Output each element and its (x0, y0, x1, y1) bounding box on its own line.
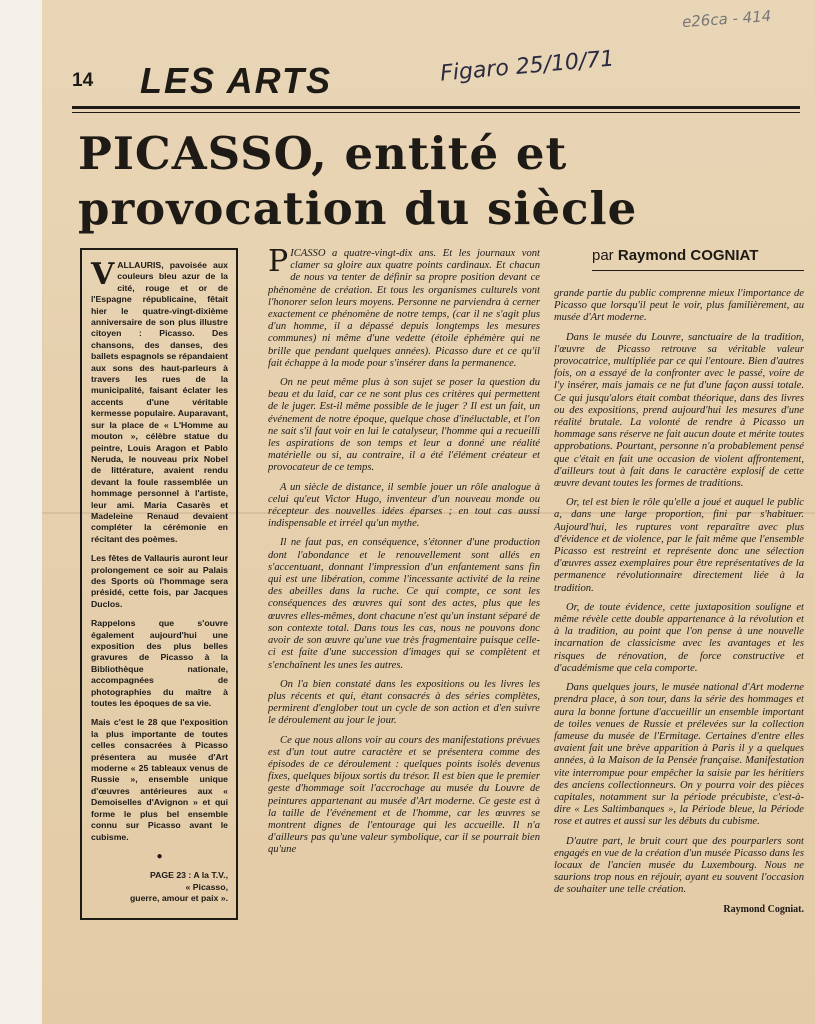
bullet-separator: ● (156, 850, 163, 862)
sidebar-paragraph-text: ALLAURIS, pavoisée aux couleurs bleu azur de la cité, rouge et or de l'Espagne républicaine, fêtait hier le quatre-vingt-dixième anniversaire de son plus illustre citoyen : Picasso. Des chansons, des danses, des ballets espagnols se répandaient aux sons des haut-parleurs à travers les rues de la municipalité, faisant éclater les accents d'une véritable kermesse populaire. Auparavant, sur la place de « L'Homme au mouton », célèbre statue du peintre, Louis Aragon et Pablo Neruda, le nouveau prix Nobel de littérature, avaient rendu devant la foule rassemblée un hommage personnel à l'artiste, leur ami. Maria Casarès et Madeleine Renaud devaient compléter la cérémonie en récitant des poèmes. (91, 260, 228, 544)
newspaper-clipping (42, 0, 815, 1024)
article-paragraph: Or, tel est bien le rôle qu'elle a joué et auquel le public a, dans une large proportion, fini par s'habituer. Aujourd'hui, les ruptures vont reparaître avec plus d'évidence et de violence, par le fait même que l'ensemble Picasso est restreint et représente donc une sélection d'œuvres assez exemplaires pour être représentatives de la permanence révolutionnaire directement liée à la tradition. (554, 497, 804, 594)
handwritten-reference: e26ca - 414 (681, 6, 772, 32)
article-headline (78, 126, 808, 236)
handwritten-source-note: Figaro 25/10/71 (439, 46, 616, 87)
article-dropcap: P (268, 248, 289, 279)
header-rule-thin (72, 112, 800, 113)
sidebar-paragraph: Les fêtes de Vallauris auront leur prolongement ce soir au Palais des Sports où l'hommage sera présidé, cette fois, par Jacques Duclos. (91, 553, 228, 609)
sidebar-box (80, 248, 238, 920)
page-number: 14 (72, 70, 94, 91)
header-rule-thick (72, 106, 800, 109)
byline-prefix: par (592, 247, 614, 264)
article-paragraph: Il ne faut pas, en conséquence, s'étonner d'une production dont l'abondance et le renouvellement sont allés en s'accentuant, donnant l'impression d'un enfantement sans fin qui est une libération, comme l'incessante activité de la reine des abeilles dans la ruche. Ce qui compte, ce sont les conséquences des œuvres qui sont des actes, plus que les œuvres elles-mêmes, dont chacune n'est qu'un instant séparé de son contexte total. Dans tous les cas, nous ne pouvons donc avoir de son œuvre qu'une vue très fragmentaire puisque celle-ci est faite d'une succession d'images qui se complètent et s'enchaînent les unes les autres. (268, 537, 540, 671)
article-column-middle (268, 248, 540, 1024)
byline (592, 247, 758, 264)
headline-line-1: PICASSO, entité et (78, 127, 568, 180)
article-paragraph: Or, de toute évidence, cette juxtaposition souligne et même révèle cette double appartenance à la révolution et à la tradition, au point que l'on pense à une nouvelle incarnation de classicisme avec les avantages et les risques de rénovation, de force constructive et d'académisme que cela comporte. (554, 601, 804, 674)
tv-note-line-1: PAGE 23 : A la T.V., (149, 870, 228, 881)
article-paragraph: D'autre part, le bruit court que des pourparlers sont engagés en vue de la création d'un musée Picasso dans les locaux de l'ancien musée du Luxembourg. Nous ne saurions trop nous en réjouir, ayant eu souvent l'occasion de souhaiter une telle création. (554, 835, 804, 896)
article-paragraph (268, 248, 540, 370)
article-paragraph: Dans quelques jours, le musée national d'Art moderne prendra place, à son tour, dans la série des hommages et aura la bonne fortune d'accueillir un ensemble important de toiles venues de Russie et prélevées sur la collection fameuse du musée de l'Ermitage. Certaines d'entre elles avaient fait une brève apparition à Paris il y a quelques années, à la Maison de la Pensée française. Manifestation vite interrompue pour empêcher la saisie par les héritiers des anciens collectionneurs. On y pourra voir des pièces capitales, notamment sur la période précubiste, c'est-à-dire « Les Saltimbanques », la Période bleue, la Période rose et autres et aussi sur les débuts du cubisme. (554, 682, 804, 828)
article-paragraph: On l'a bien constaté dans les expositions ou les livres les plus récents et qui, étant consacrés à des séries complètes, permirent d'englober tout un cycle de son action et d'en suivre le déroulement au jour le jour. (268, 678, 540, 727)
byline-rule (592, 270, 804, 271)
article-column-right (554, 288, 804, 1024)
sidebar-paragraph: Rappelons que s'ouvre également aujourd'hui une exposition des plus belles gravures de Picasso à la Bibliothèque nationale, accompagnées de photographies du maître à toutes les époques de sa vie. (91, 618, 228, 709)
sidebar-paragraph (91, 257, 228, 545)
article-signature: Raymond Cogniat. (723, 903, 804, 915)
sidebar-dropcap: V (91, 257, 115, 292)
article-paragraph: Dans le musée du Louvre, sanctuaire de la tradition, l'œuvre de Picasso retrouve sa véritable valeur provocatrice, multipliée par ce qui l'entoure. Bien d'autres fois, on a essayé de la confronter avec le passé, voire de l'y insérer, mais jamais ce ne fut d'une façon aussi totale. Ce qui jusqu'alors était combat théorique, dans des livres ou des expositions, prend aujourd'hui les mesures d'une réalité brutale. La volonté de rendre à Picasso un hommage sans réserve ne fait aucun doute et mérite toutes approbations. Pourtant, personne n'a probablement pensé que c'était en fait une occasion de violent affrontement, d'ailleurs tout à fait dans le caractère explosif de cette œuvre devant toutes les formes de traditions. (554, 331, 804, 490)
article-paragraph: grande partie du public comprenne mieux l'importance de Picasso que lorsqu'il peut le voir, plus familièrement, au musée d'Art moderne. (554, 288, 804, 324)
tv-note-line-3: guerre, amour et paix ». (129, 893, 228, 904)
tv-note-line-2: « Picasso, (185, 881, 228, 892)
article-paragraph-text: ICASSO a quatre-vingt-dix ans. Et les journaux vont clamer sa gloire aux quatre points cardinaux. Et chacun de nous va tenter de définir sa propre position devant ce phénomène de création. Et tous les organismes culturels vont l'honorer selon leurs moyens. Personne ne parviendra à cerner exactement ce phénomène de notre temps, (car il ne s'agit plus d'un homme, il a dépassé depuis longtemps les mesures communes) ni même d'une vedette (étoile éphémère qui ne brille que pendant quelques années). Picasso dure et ce qu'il fait échappe à la mode pour s'insérer dans la permanence. (268, 248, 540, 369)
headline-line-2: provocation du siècle (78, 182, 638, 235)
section-title: LES ARTS (140, 60, 333, 101)
article-paragraph: A un siècle de distance, il semble jouer un rôle analogue à celui qu'eut Victor Hugo, inventeur d'un nouveau monde ou récepteur des nouvelles idées éparses ; en tout cas aussi indispensable et irréel qu'un mythe. (268, 481, 540, 530)
article-paragraph: Ce que nous allons voir au cours des manifestations prévues est d'un tout autre caractère et se présentera comme des épisodes de ce déroulement : quelques points isolés devenus fixes, quelques bijoux sortis du trésor. Il est bien que le premier geste d'hommage soit l'accrochage au musée du Louvre de peintures appartenant au musée d'Art moderne. Ce geste est à la taille de l'événement et de l'homme, car les œuvres se montrent dignes de l'entourage qui les accueille. Il n'a d'ailleurs pas qu'une valeur symbolique, car il se pourrait bien qu'une (268, 734, 540, 856)
tv-note (91, 870, 228, 904)
sidebar-paragraph: Mais c'est le 28 que l'exposition la plus importante de toutes celles consacrées à Picasso présentera au musée d'Art moderne « 25 tableaux venus de Russie », ensemble unique d'œuvres antérieures aux « Demoiselles d'Avignon » et qui forme le plus bel ensemble connu sur Picasso avant le cubisme. (91, 717, 228, 842)
article-paragraph: On ne peut même plus à son sujet se poser la question du beau et du laid, car ce ne sont plus ces critères qui permettent de le juger. Est-il même possible de le juger ? Il est un fait, un événement de notre époque, quelque chose d'inéluctable, et l'on ne sait s'il faut voir en lui le catalyseur, l'homme qui a recueilli les aspirations de son temps et leur a donné une réalité matérielle ou si, au contraire, il a été l'élément créateur et provocateur de ce temps. (268, 377, 540, 474)
byline-author: Raymond COGNIAT (617, 247, 759, 264)
